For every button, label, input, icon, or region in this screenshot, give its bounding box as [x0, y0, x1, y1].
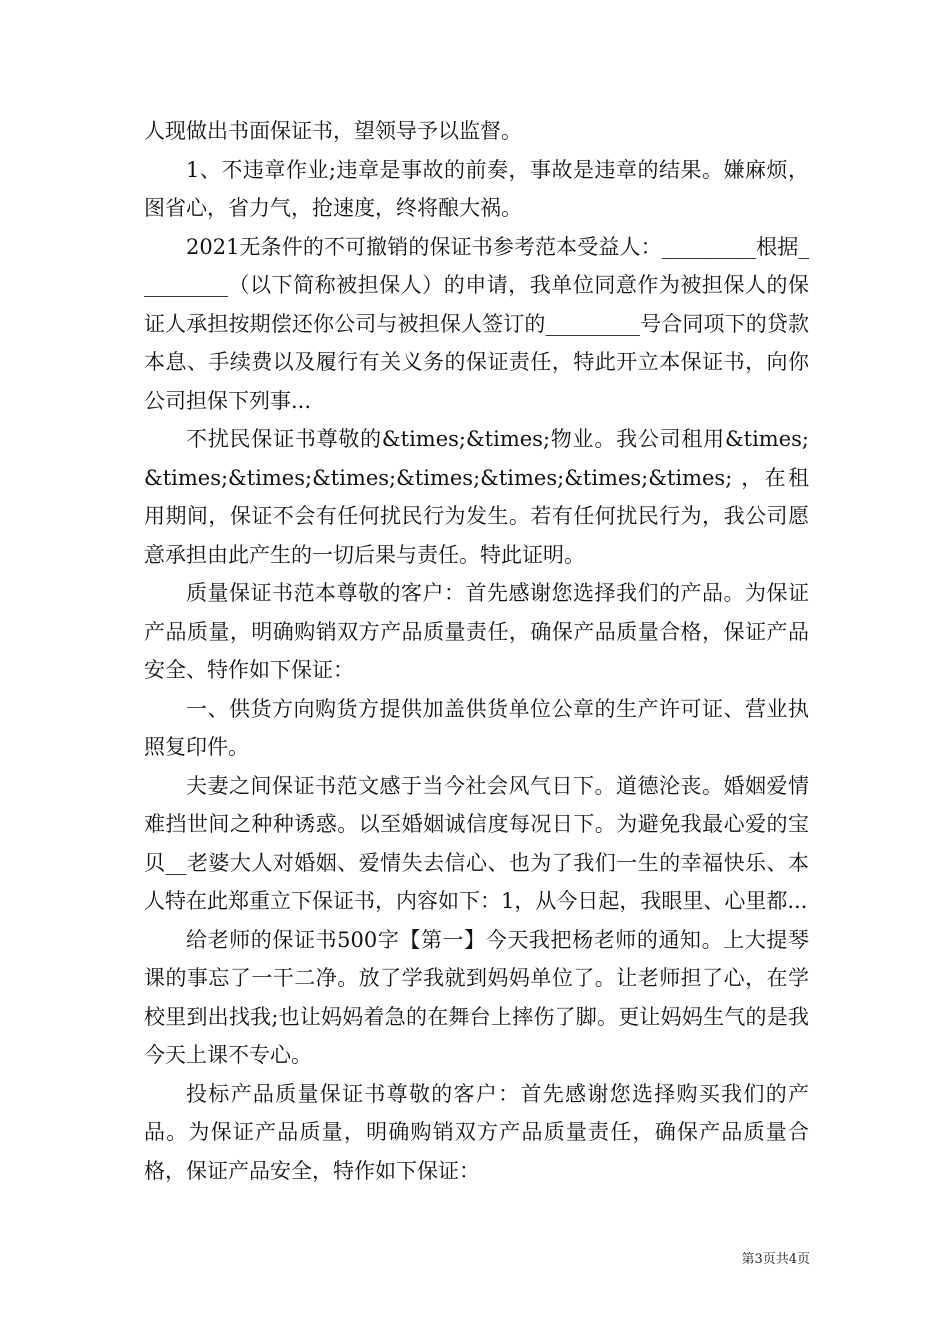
paragraph-teacher-guarantee: 给老师的保证书500字【第一】今天我把杨老师的通知。上大提琴课的事忘了一干二净。放了学我就到妈妈单位了。让老师担了心，在学校里到出找我;也让妈妈着急的在舞台上摔伤了脚。更让妈妈生气的是我今天上课不专心。 — [144, 927, 809, 1067]
document-body — [144, 112, 809, 1190]
paragraph-supplier-license: 一、供货方向购货方提供加盖供货单位公章的生产许可证、营业执照复印件。 — [144, 696, 809, 759]
paragraph-rule-1: 1、不违章作业;违章是事故的前奏，事故是违章的结果。嫌麻烦，图省心，省力气，抢速度，终将酿大祸。 — [144, 157, 809, 220]
paragraph-no-disturbance: 不扰民保证书尊敬的&times;&times;物业。我公司租用&times;&times;&times;&times;&times;&times;&times;&times; ，在租用期间，保证不会有任何扰民行为发生。若有任何扰民行为，我公司愿意承担由此产生的一切后果与责任。特此证明。 — [144, 427, 809, 567]
paragraph-bid-quality-guarantee: 投标产品质量保证书尊敬的客户：首先感谢您选择购买我们的产品。为保证产品质量，明确购销双方产品质量责任，确保产品质量合格，保证产品安全，特作如下保证： — [144, 1081, 809, 1183]
paragraph-marriage-guarantee: 夫妻之间保证书范文感于当今社会风气日下。道德沦丧。婚姻爱情难挡世间之种种诱惑。以至婚姻诚信度每况日下。为避免我最心爱的宝贝__老婆大人对婚姻、爱情失去信心、也为了我们一生的幸福快乐、本人特在此郑重立下保证书，内容如下：1，从今日起，我眼里、心里都... — [144, 773, 809, 913]
paragraph-quality-guarantee: 质量保证书范本尊敬的客户：首先感谢您选择我们的产品。为保证产品质量，明确购销双方产品质量责任，确保产品质量合格，保证产品安全、特作如下保证： — [144, 581, 809, 682]
page-number: 第3页共4页 — [741, 1252, 810, 1267]
paragraph-continuation: 人现做出书面保证书，望领导予以监督。 — [144, 119, 522, 143]
paragraph-guarantee-template: 2021无条件的不可撤销的保证书参考范本受益人：_________根据_________（以下简称被担保人）的申请，我单位同意作为被担保人的保证人承担按期偿还你公司与被担保人签订的_________号合同项下的贷款本息、手续费以及履行有关义务的保证责任，特此开立本保证书，向你公司担保下列事... — [144, 234, 809, 413]
